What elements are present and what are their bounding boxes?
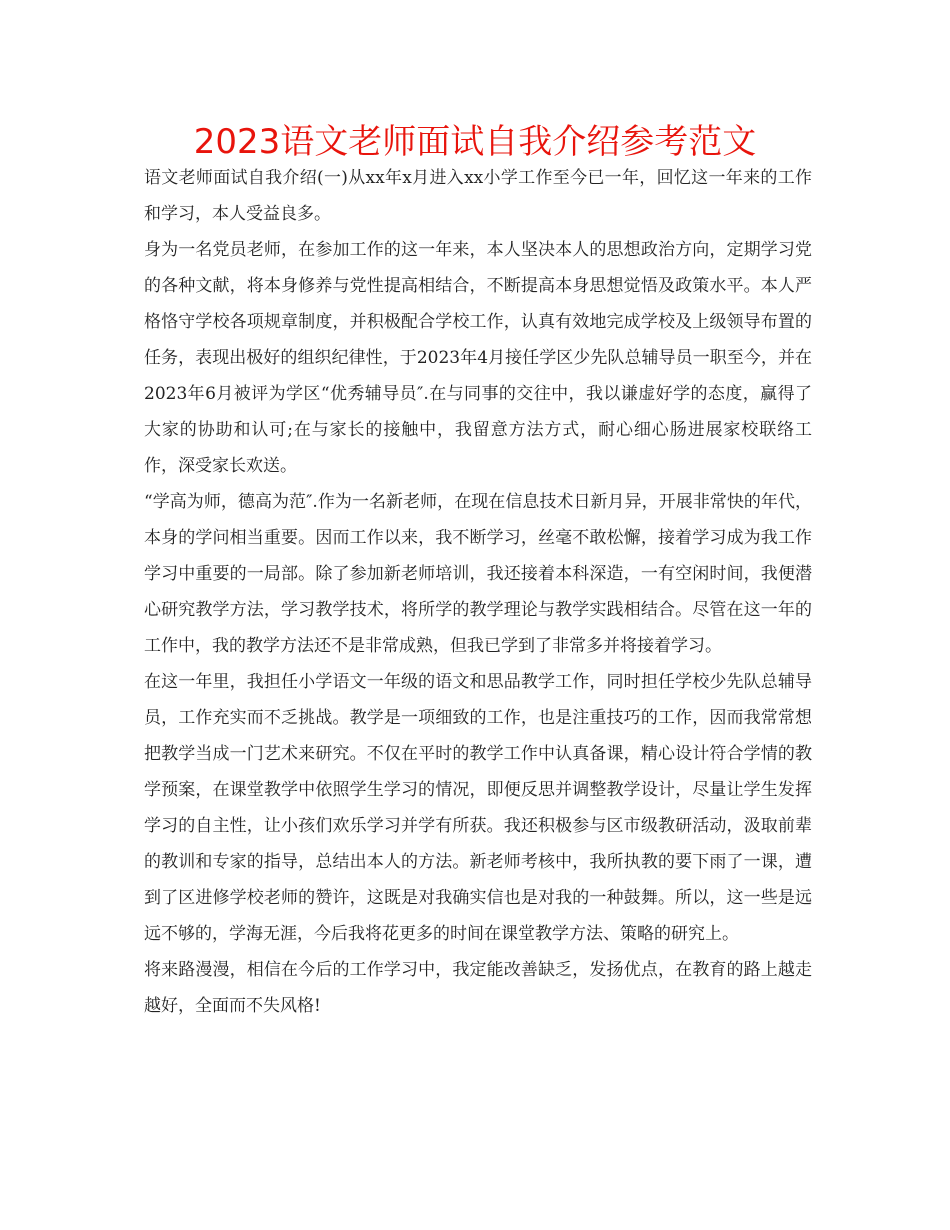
document-title: 2023语文老师面试自我介绍参考范文 [193, 122, 757, 162]
paragraph-teaching: 在这一年里，我担任小学语文一年级的语文和思品教学工作，同时担任学校少先队总辅导员，工作充实而不乏挑战。教学是一项细致的工作，也是注重技巧的工作，因而我常常想把教学当成一门艺术来研究。不仅在平时的教学工作中认真备课，精心设计符合学情的教学预案，在课堂教学中依照学生学习的情况，即便反思并调整教学设计，尽量让学生发挥学习的自主性，让小孩们欢乐学习并学有所获。我还积极参与区市级教研活动，汲取前辈的教训和专家的指导，总结出本人的方法。新老师考核中，我所执教的要下雨了一课，遭到了区进修学校老师的赞许，这既是对我确实信也是对我的一种鼓舞。所以，这一些是远远不够的，学海无涯，今后我将花更多的时间在课堂教学方法、策略的研究上。 [144, 672, 812, 944]
paragraph-conclusion: 将来路漫漫，相信在今后的工作学习中，我定能改善缺乏，发扬优点，在教育的路上越走越好，全面而不失风格! [144, 960, 812, 1016]
paragraph-party-member: 身为一名党员老师，在参加工作的这一年来，本人坚决本人的思想政治方向，定期学习党的各种文献，将本身修养与党性提高相结合，不断提高本身思想觉悟及政策水平。本人严格恪守学校各项规章制度，并积极配合学校工作，认真有效地完成学校及上级领导布置的任务，表现出极好的组织纪律性，于2023年4月接任学区少先队总辅导员一职至今，并在2023年6月被评为学区“优秀辅导员″.在与同事的交往中，我以谦虚好学的态度，赢得了大家的协助和认可;在与家长的接触中，我留意方法方式，耐心细心肠进展家校联络工作，深受家长欢送。 [144, 240, 812, 476]
paragraph-intro: 语文老师面试自我介绍(一)从xx年x月进入xx小学工作至今已一年，回忆这一年来的工作和学习，本人受益良多。 [144, 168, 812, 224]
paragraph-learning: “学高为师，德高为范″.作为一名新老师，在现在信息技术日新月异，开展非常快的年代，本身的学问相当重要。因而工作以来，我不断学习，丝毫不敢松懈，接着学习成为我工作学习中重要的一局部。除了参加新老师培训，我还接着本科深造，一有空闲时间，我便潜心研究教学方法，学习教学技术，将所学的教学理论与教学实践相结合。尽管在这一年的工作中，我的教学方法还不是非常成熟，但我已学到了非常多并将接着学习。 [144, 492, 812, 656]
document-body [144, 160, 812, 1024]
